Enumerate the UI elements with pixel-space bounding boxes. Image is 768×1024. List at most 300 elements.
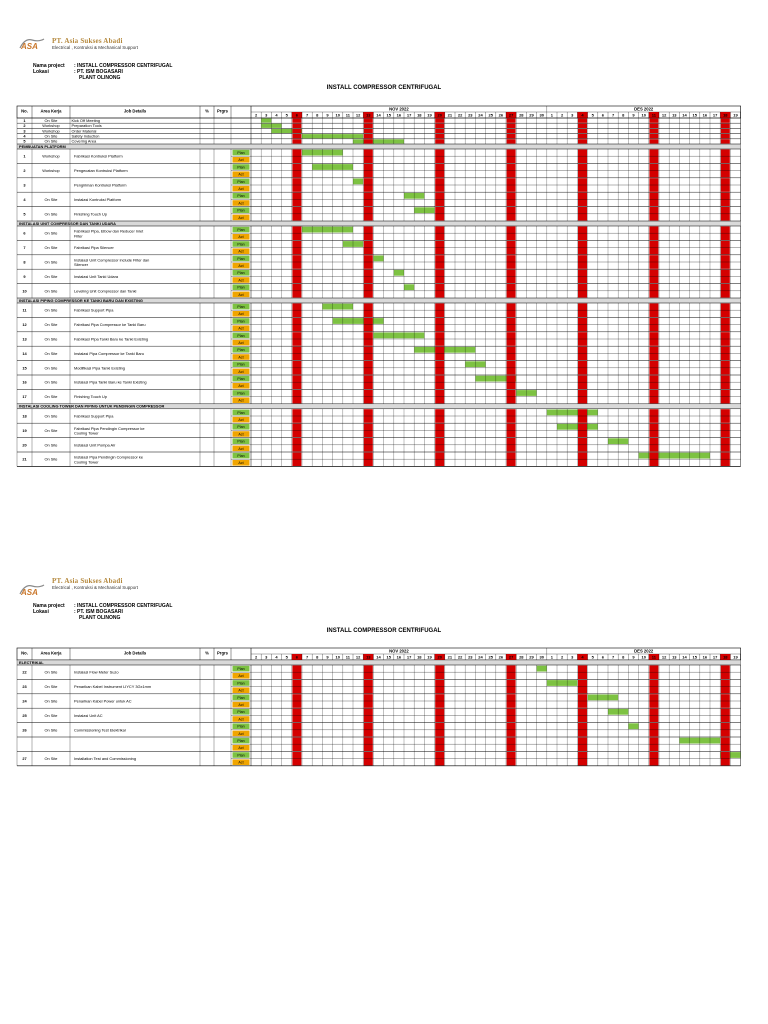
row-area: On Site (44, 273, 58, 279)
row-job: Finishing Touch Up (74, 211, 108, 217)
day-number: 4 (581, 112, 584, 118)
holiday-cell (292, 139, 301, 143)
day-number: 7 (611, 112, 615, 118)
day-number: 29 (529, 654, 534, 660)
row-area: On Site (44, 456, 58, 462)
location-plant: PLANT OLINONG (79, 615, 121, 621)
row-job: Fabrikasi Kontruksi Platform (74, 153, 123, 159)
day-number: 14 (376, 654, 381, 660)
row-number: 7 (23, 245, 26, 251)
holiday-cell (578, 139, 587, 143)
company-name: PT. Asia Sukses Abadi (52, 577, 123, 585)
row-number: 4 (23, 196, 26, 202)
act-label: Act (238, 235, 244, 240)
day-number: 9 (326, 112, 329, 118)
project-name-label: Nama project (33, 603, 65, 609)
holiday-cell (507, 129, 516, 133)
holiday-cell (292, 134, 301, 138)
act-label: Act (238, 760, 244, 765)
section-title: ELECTRIKAL (19, 659, 44, 665)
plan-label: Plan (237, 425, 245, 430)
day-number: 23 (468, 654, 473, 660)
day-number: 10 (641, 654, 646, 660)
day-number: 17 (712, 654, 718, 660)
holiday-cell (507, 124, 516, 128)
row-number: 20 (22, 442, 27, 448)
plan-label: Plan (237, 710, 245, 715)
holiday-cell (649, 134, 658, 138)
day-number: 18 (723, 654, 728, 660)
plan-label: Plan (237, 242, 245, 247)
plan-label: Plan (237, 454, 245, 458)
row-number: 6 (23, 230, 26, 236)
act-label: Act (238, 418, 244, 422)
section-header (17, 660, 741, 665)
row-job: Pengecatan Kontruksi Platform (74, 168, 128, 174)
day-number: 15 (692, 654, 697, 660)
row-job: Fabrikasi Support Pipa (74, 307, 114, 313)
plan-label: Plan (237, 179, 245, 184)
row-area: Workshop (42, 168, 60, 174)
day-number: 10 (335, 654, 340, 660)
svg-text:ASA: ASA (21, 588, 38, 597)
row-job: Instalasi Pipa Pendingin Compressor ke (74, 454, 143, 460)
holiday-cell (435, 134, 444, 138)
schedule-title: INSTALL COMPRESSOR CENTRIFUGAL (326, 85, 442, 91)
row-job: Commissioning Test Elektrikal (74, 727, 126, 733)
act-label: Act (238, 292, 244, 297)
act-label: Act (238, 341, 244, 345)
row-number: 16 (22, 379, 27, 385)
project-name-label: Nama project (33, 63, 65, 69)
row-number: 15 (22, 365, 27, 371)
act-label: Act (238, 398, 244, 403)
location-label: Lokasi (33, 69, 49, 75)
plan-label: Plan (237, 228, 245, 232)
day-number: 8 (316, 654, 319, 660)
plan-bar (547, 680, 578, 686)
row-number: 11 (22, 307, 27, 313)
day-number: 19 (733, 654, 738, 660)
day-number: 6 (295, 112, 299, 118)
holiday-cell (649, 129, 658, 133)
plan-label: Plan (237, 362, 245, 367)
company-logo-icon (19, 582, 45, 598)
row-job: Fabrikasi Pipa Tanki Baru ke Tanki Existing (74, 336, 149, 342)
schedule-page-1 (0, 0, 768, 480)
row-area: On Site (44, 138, 58, 144)
day-number: 11 (651, 112, 657, 118)
day-number: 2 (254, 654, 258, 660)
header-job: Job Details (123, 108, 147, 114)
day-number: 6 (295, 654, 299, 660)
day-number: 15 (386, 112, 391, 118)
row-job: Instalasi Kontruksi Platform (74, 196, 122, 202)
schedule-page-2 (0, 576, 768, 806)
day-number: 9 (632, 112, 635, 118)
row-job: Cooling Tower (74, 430, 99, 436)
company-tagline: Electrical , Kontruksi & Mechanical Support (52, 45, 139, 50)
row-area: On Site (44, 196, 58, 202)
day-number: 24 (478, 654, 483, 660)
row-area: On Site (44, 413, 58, 419)
row-area: On Site (44, 698, 58, 704)
row-number: 14 (22, 350, 27, 356)
row-area: On Site (44, 230, 58, 236)
act-label: Act (238, 172, 244, 177)
holiday-cell (507, 139, 516, 143)
schedule-table (0, 106, 768, 469)
location-value: : PT. ISM BOGASARI (74, 609, 123, 615)
day-number: 30 (539, 112, 544, 118)
row-number: 4 (23, 133, 26, 139)
row-job: Filter (74, 233, 83, 239)
row-number: 23 (22, 684, 27, 690)
row-area: On Site (44, 669, 58, 675)
row-area: On Site (44, 756, 58, 762)
schedule-table (0, 648, 768, 768)
day-number: 13 (366, 654, 371, 660)
day-number: 21 (447, 654, 453, 660)
row-job: Instalasi Unit Tanki Udara (74, 273, 119, 279)
holiday-cell (721, 129, 730, 133)
month-label: DES 2022 (634, 648, 654, 654)
month-label: DES 2022 (634, 106, 654, 112)
row-area: On Site (44, 307, 58, 313)
row-area: On Site (44, 427, 58, 433)
row-number: 19 (22, 427, 27, 433)
plan-label: Plan (237, 377, 245, 381)
day-number: 3 (265, 112, 268, 118)
row-area: On Site (44, 259, 58, 265)
month-label: NOV 2022 (389, 648, 409, 654)
row-area: On Site (44, 211, 58, 217)
row-job: Installation Test and Commissioning (74, 756, 136, 762)
row-number: 3 (23, 182, 26, 188)
act-label: Act (238, 369, 244, 374)
plan-bar (261, 119, 271, 123)
act-label: Act (238, 326, 244, 331)
row-area: Workshop (42, 153, 60, 159)
act-label: Act (238, 278, 244, 283)
day-number: 16 (396, 112, 402, 118)
row-job: Covering Area (71, 138, 97, 144)
plan-label: Plan (237, 319, 245, 324)
row-area: On Site (44, 365, 58, 371)
location-plant: PLANT OLINONG (79, 75, 121, 81)
day-number: 5 (591, 112, 594, 118)
project-info (33, 63, 172, 81)
row-area: On Site (44, 394, 58, 400)
row-area: On Site (44, 727, 58, 733)
day-number: 6 (601, 654, 605, 660)
plan-bar (302, 227, 353, 233)
plan-bar (373, 333, 424, 339)
day-number: 14 (682, 654, 687, 660)
row-job: Instalasi Pipa Tanki Baru ke Tanki Existing (74, 379, 147, 385)
day-number: 14 (682, 112, 687, 118)
day-number: 27 (508, 654, 514, 660)
plan-bar (628, 723, 638, 729)
plan-label: Plan (237, 681, 245, 686)
holiday-cell (507, 134, 516, 138)
day-number: 12 (355, 654, 361, 660)
section-title: INSTALASI COOLING TOWER DAN PIPING UNTUK PENDINGIN COMPRESSOR (19, 403, 165, 409)
company-name: PT. Asia Sukses Abadi (52, 37, 123, 45)
holiday-cell (292, 129, 301, 133)
day-number: 10 (335, 112, 340, 118)
day-number: 24 (478, 112, 483, 118)
plan-label: Plan (237, 439, 245, 444)
row-area: On Site (44, 350, 58, 356)
act-label: Act (238, 432, 244, 437)
act-label: Act (238, 249, 244, 254)
day-number: 2 (560, 654, 564, 660)
day-number: 8 (622, 654, 625, 660)
day-number: 9 (632, 654, 635, 660)
plan-label: Plan (237, 256, 245, 261)
row-number: 1 (23, 117, 26, 123)
row-job: Kick Off Meeting (71, 117, 100, 123)
act-label: Act (238, 746, 244, 751)
day-number: 19 (427, 654, 432, 660)
day-number: 4 (581, 654, 584, 660)
day-number: 29 (529, 112, 534, 118)
row-number: 17 (22, 394, 27, 400)
holiday-cell (721, 134, 730, 138)
act-label: Act (238, 674, 244, 679)
plan-bar (404, 284, 414, 290)
plan-label: Plan (237, 348, 245, 353)
plan-label: Plan (237, 208, 245, 213)
row-job: Penarikan Kabel Instrument LIYCY 3Gx1mm (74, 684, 152, 690)
day-number: 17 (406, 112, 412, 118)
header-job: Job Details (123, 650, 147, 656)
day-number: 30 (539, 654, 544, 660)
company-logo-icon (19, 36, 45, 52)
day-number: 21 (447, 112, 453, 118)
holiday-cell (364, 129, 373, 133)
day-number: 7 (611, 654, 615, 660)
holiday-cell (578, 134, 587, 138)
holiday-cell (364, 124, 373, 128)
day-number: 3 (265, 654, 268, 660)
day-number: 16 (396, 654, 402, 660)
project-info (33, 603, 172, 621)
plan-bar (353, 179, 363, 185)
holiday-cell (435, 124, 444, 128)
row-area: On Site (44, 133, 58, 139)
day-number: 18 (723, 112, 728, 118)
act-label: Act (238, 215, 244, 220)
row-job: Instalasi Unit Pompa Air (74, 442, 116, 448)
plan-bar (537, 666, 547, 672)
day-number: 20 (437, 112, 442, 118)
row-area: On Site (44, 442, 58, 448)
day-number: 25 (488, 654, 493, 660)
day-number: 16 (702, 654, 708, 660)
header-progress: Prgrs (217, 650, 228, 656)
row-number: 12 (22, 322, 27, 328)
holiday-cell (578, 118, 587, 122)
day-number: 17 (406, 654, 412, 660)
day-number: 12 (661, 112, 667, 118)
day-number: 26 (498, 112, 504, 118)
day-number: 13 (672, 654, 677, 660)
day-number: 28 (519, 654, 524, 660)
holiday-cell (364, 139, 373, 143)
day-number: 18 (417, 654, 422, 660)
act-label: Act (238, 201, 244, 206)
day-number: 25 (488, 112, 493, 118)
day-number: 5 (285, 654, 288, 660)
row-job: Silencer (74, 262, 89, 268)
holiday-cell (435, 139, 444, 143)
day-number: 22 (457, 654, 463, 660)
holiday-cell (435, 129, 444, 133)
holiday-cell (721, 124, 730, 128)
plan-label: Plan (237, 410, 245, 415)
day-number: 15 (692, 112, 697, 118)
section-header (17, 221, 741, 226)
plan-bar (322, 304, 353, 310)
day-number: 5 (285, 112, 288, 118)
day-number: 28 (519, 112, 524, 118)
day-number: 16 (702, 112, 708, 118)
day-number: 12 (661, 654, 667, 660)
project-name-value: : INSTALL COMPRESSOR CENTRIFUGAL (74, 603, 173, 609)
day-number: 14 (376, 112, 381, 118)
row-job: Fabrikasi Support Pipa (74, 413, 114, 419)
act-label: Act (238, 355, 244, 360)
row-area: On Site (44, 322, 58, 328)
holiday-cell (649, 139, 658, 143)
row-job: Safety Induction (71, 133, 100, 139)
row-job: Instalasi Pipa Compressor ke Tanki Baru (74, 350, 144, 356)
schedule-title: INSTALL COMPRESSOR CENTRIFUGAL (326, 628, 442, 634)
holiday-cell (721, 118, 730, 122)
plan-bar (353, 139, 404, 143)
act-label: Act (238, 312, 244, 317)
row-area: On Site (44, 336, 58, 342)
act-label: Act (238, 446, 244, 451)
row-job: Fabrikasi Pipa Pendingin Compressor ke (74, 425, 145, 431)
row-area: Workshop (42, 128, 60, 134)
day-number: 4 (275, 654, 278, 660)
day-number: 2 (254, 112, 258, 118)
act-label: Act (238, 717, 244, 722)
day-number: 4 (275, 112, 278, 118)
day-number: 12 (355, 112, 361, 118)
act-label: Act (238, 688, 244, 693)
day-number: 11 (345, 654, 351, 660)
row-job: Cooling Tower (74, 459, 99, 465)
day-number: 5 (591, 654, 594, 660)
header-area: Area Kerja (40, 650, 62, 656)
day-number: 7 (305, 112, 309, 118)
day-number: 8 (622, 112, 625, 118)
row-area: On Site (44, 684, 58, 690)
day-number: 3 (571, 654, 574, 660)
row-area: On Site (44, 288, 58, 294)
project-name-value: : INSTALL COMPRESSOR CENTRIFUGAL (74, 63, 173, 69)
day-number: 1 (550, 112, 554, 118)
holiday-cell (292, 124, 301, 128)
row-number: 21 (22, 456, 27, 462)
location-label: Lokasi (33, 609, 49, 615)
act-label: Act (238, 461, 244, 466)
holiday-cell (364, 134, 373, 138)
day-number: 22 (457, 112, 463, 118)
section-title: INSTALASI PIPING COMPRESSOR KE TANKI BARU DAN EXISTING (19, 297, 143, 303)
day-number: 15 (386, 654, 391, 660)
holiday-cell (435, 118, 444, 122)
holiday-cell (578, 129, 587, 133)
day-number: 11 (651, 654, 657, 660)
row-number: 13 (22, 336, 27, 342)
day-number: 9 (326, 654, 329, 660)
plan-label: Plan (237, 753, 245, 758)
day-number: 27 (508, 112, 514, 118)
row-number: 8 (23, 259, 26, 265)
row-area: On Site (44, 712, 58, 718)
day-number: 13 (366, 112, 371, 118)
row-area: On Site (44, 379, 58, 385)
day-number: 19 (733, 112, 738, 118)
day-number: 10 (641, 112, 646, 118)
row-job: Fabrikasi Pipa Silencer (74, 245, 114, 251)
day-number: 19 (427, 112, 432, 118)
plan-label: Plan (237, 391, 245, 396)
plan-label: Plan (237, 151, 245, 155)
plan-bar (394, 270, 404, 276)
plan-bar (373, 256, 383, 262)
day-number: 3 (571, 112, 574, 118)
holiday-cell (578, 124, 587, 128)
holiday-cell (507, 118, 516, 122)
row-job: Order Material (71, 128, 97, 134)
row-job: Instalasi Unit Compressor include Filter dan (74, 257, 150, 263)
plan-bar (547, 410, 598, 416)
month-label: NOV 2022 (389, 106, 409, 112)
header-no: No. (21, 650, 28, 656)
row-job: Finishing Touch Up (74, 394, 108, 400)
plan-label: Plan (237, 285, 245, 290)
location-value: : PT. ISM BOGASARI (74, 69, 123, 75)
act-label: Act (238, 264, 244, 268)
row-number: 24 (22, 698, 27, 704)
act-label: Act (238, 187, 244, 191)
row-area: On Site (44, 117, 58, 123)
section-header (17, 144, 741, 149)
row-number: 2 (23, 168, 26, 174)
day-number: 17 (712, 112, 718, 118)
plan-bar (333, 318, 384, 324)
day-number: 1 (550, 654, 554, 660)
plan-bar (588, 695, 619, 701)
day-number: 6 (601, 112, 605, 118)
row-area: On Site (44, 245, 58, 251)
row-number: 22 (22, 669, 27, 675)
row-number: 18 (22, 413, 27, 419)
day-number: 23 (468, 112, 473, 118)
row-number: 3 (23, 128, 26, 134)
holiday-cell (649, 118, 658, 122)
plan-label: Plan (237, 739, 245, 743)
row-number: 9 (23, 273, 26, 279)
header-area: Area Kerja (40, 108, 62, 114)
act-label: Act (238, 384, 244, 389)
